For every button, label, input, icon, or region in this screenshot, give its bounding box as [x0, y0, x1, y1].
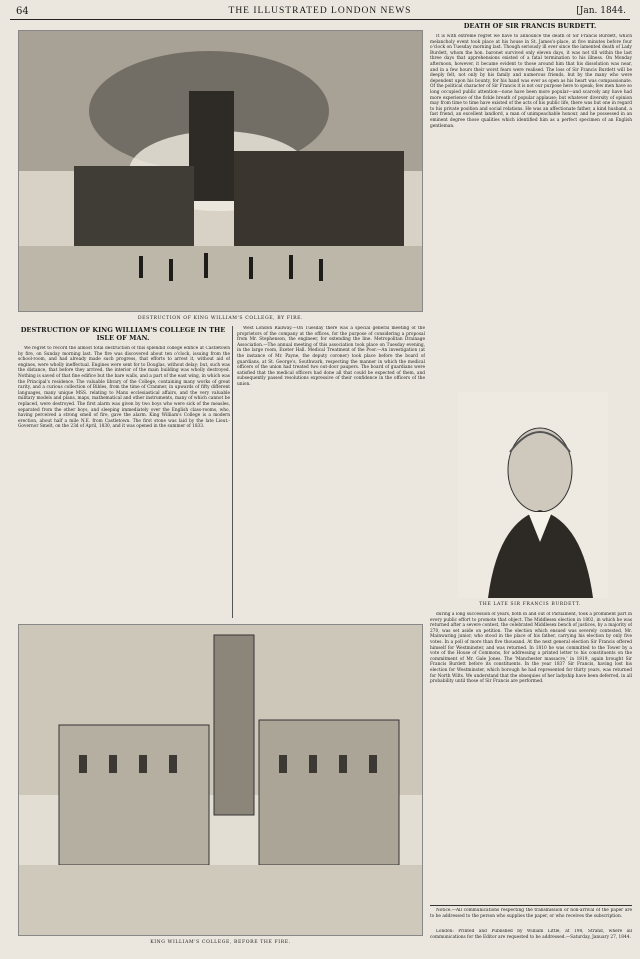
issue-date: [Jan. 1844.	[576, 6, 626, 16]
fire-caption: DESTRUCTION OF KING WILLIAM'S COLLEGE, BY FIRE.	[137, 316, 304, 321]
footer-rule	[430, 905, 632, 906]
death-heading: DEATH OF SIR FRANCIS BURDETT.	[463, 22, 597, 30]
college-illustration	[19, 625, 423, 936]
page-number: 64	[16, 6, 29, 17]
continued-article: during a long succession of years, both in and out of Parliament, took a prominent part in every public effort to promote that object. The Middlesex election in 1802, in which he was returned after a severe contest, the celebrated Middlesex bench of justices, by a majority of 270, was set aside on petition. The election which ensued was severely contested, Mr. Mainwaring junior, who stood in the place of his father, carrying his election by only five votes. In a poll of more than five thousand. At the next general election Sir Francis offered himself for Westminster, and was returned. In 1810 he was committed to the Tower by a vote of the House of Commons, for addressing a printed letter to his constituents on the commitment of Mr. Gale Jones. The 'Manchester massacre,' in 1819, again brought Sir Francis Burdett before its constituents. In the year 1837 Sir Francis, having lost his election for Westminster, which borough he had represented for thirty years, was returned for North Wilts. We understand that the obsequies of her ladyship have been deferred, in all probability until those of Sir Francis are performed.	[430, 612, 632, 685]
footer-notice: Notice.—All communications respecting the transmission or non-arrival of the paper are to be addressed to the person who supplies the paper, or who receives the subscription.	[430, 908, 632, 919]
portrait-caption: THE LATE SIR FRANCIS BURDETT.	[479, 602, 581, 607]
newspaper-title: THE ILLUSTRATED LONDON NEWS	[228, 6, 412, 16]
metro-column: West London Railway.—On Tuesday there was a special general meeting of the proprietors of the company at the offices, for the purpose of considering a proposal from Mr. Stephenson, the engineer, for extending the line. Metropolitan Drainage Association.—The annual meeting of this association took place on Tuesday evening, in the large room, Exeter Hall. Medical Treatment of the Poor.—An investigation (at the instance of Mr. Payne, the deputy coroner) took place before the board of guardians, at St. George's, Southwark, respecting the manner in which the medical officers of the union had treated two out-door paupers. The board of guardians were satisfied that the medical officers had done all that could be expected of them, and subsequently passed resolutions expressive of their confidence in the officers of the union.	[237, 326, 425, 387]
college-engraving	[18, 624, 423, 936]
death-body: It is with extreme regret we have to announce the death of Sir Francis Burdett, which melancholy event took place at his house in St. James's-place, at five minutes before four o'clock on Tuesday morning last. Though seriously ill ever since the lamented death of Lady Burdett, whom the hon. baronet survived only eleven days, it was not till within the last three days that apprehensions existed of a fatal termination to his illness. On Monday afternoon, however, it became evident to those around him that his dissolution was near, and in a few hours their worst fears were realised. The loss of Sir Francis Burdett will be deeply felt, not only by his family and numerous friends, but by the many who were dependent upon his bounty, for his hand was ever as open as his heart was compassionate. Of the political character of Sir Francis it is not our purpose here to speak; few men have so long occupied public attention—none have been more popular—and scarcely any have had more experience of the fickle breath of popular applause; but whatever diversity of opinion may from time to time have existed of the acts of his public life, there was but one in regard to his private position and social relations. He was an affectionate father, a kind husband, a fast friend, an excellent landlord, a man of unimpeachable honour, and he possessed in an eminent degree those qualities which identified him as a perfect specimen of an English gentleman.	[430, 34, 632, 129]
column-divider	[232, 326, 233, 618]
fire-engraving	[18, 30, 423, 312]
portrait-engraving	[458, 392, 608, 598]
college-caption: KING WILLIAM'S COLLEGE, BEFORE THE FIRE.	[150, 940, 291, 945]
destruction-body: We regret to record the almost total destruction of this splendid college edifice at Castletown by fire, on Sunday morning last. The fire was discovered about ten o'clock, issuing from the school-room, and had already made such progress, that efforts to arrest it, without aid of engines, were wholly ineffectual. Engines were sent for to Douglas, without delay; but, such was the distance, that before they arrived, the interior of the main building was wholly destroyed. Nothing is saved of that fine edifice but the bare walls, and a part of the east wing, in which was the Principal's residence. The valuable library of the College, containing many works of great rarity, and a curious collection of Bibles, from the time of Cranmer, in upwards of fifty different languages, many unique MSS. relating to Manx ecclesiastical affairs, and the very valuable military models and plans, maps, mathematical and other instruments, many of which cannot be replaced, were destroyed. The first alarm was given by two boys who were sick of the measles, separated from the other boys, and sleeping immediately over the English class-rooms, who, having perceived a strong smell of fire, gave the alarm. King William's College is a modern erection, about half a mile N.E. from Castletown. The first stone was laid by the late Lieut.-Governor Smelt, on the 23d of April, 1830, and it was opened in the summer of 1833.	[18, 346, 230, 430]
fire-illustration	[19, 31, 423, 312]
masthead	[10, 6, 630, 20]
portrait-illustration	[458, 392, 608, 598]
destruction-heading: DESTRUCTION OF KING WILLIAM'S COLLEGE IN THE ISLE OF MAN.	[20, 326, 226, 342]
footer-imprint: London: Printed and Published by William Little, at 198, Strand, where all communications for the Editor are requested to be addressed.—Saturday, January 27, 1844.	[430, 929, 632, 940]
